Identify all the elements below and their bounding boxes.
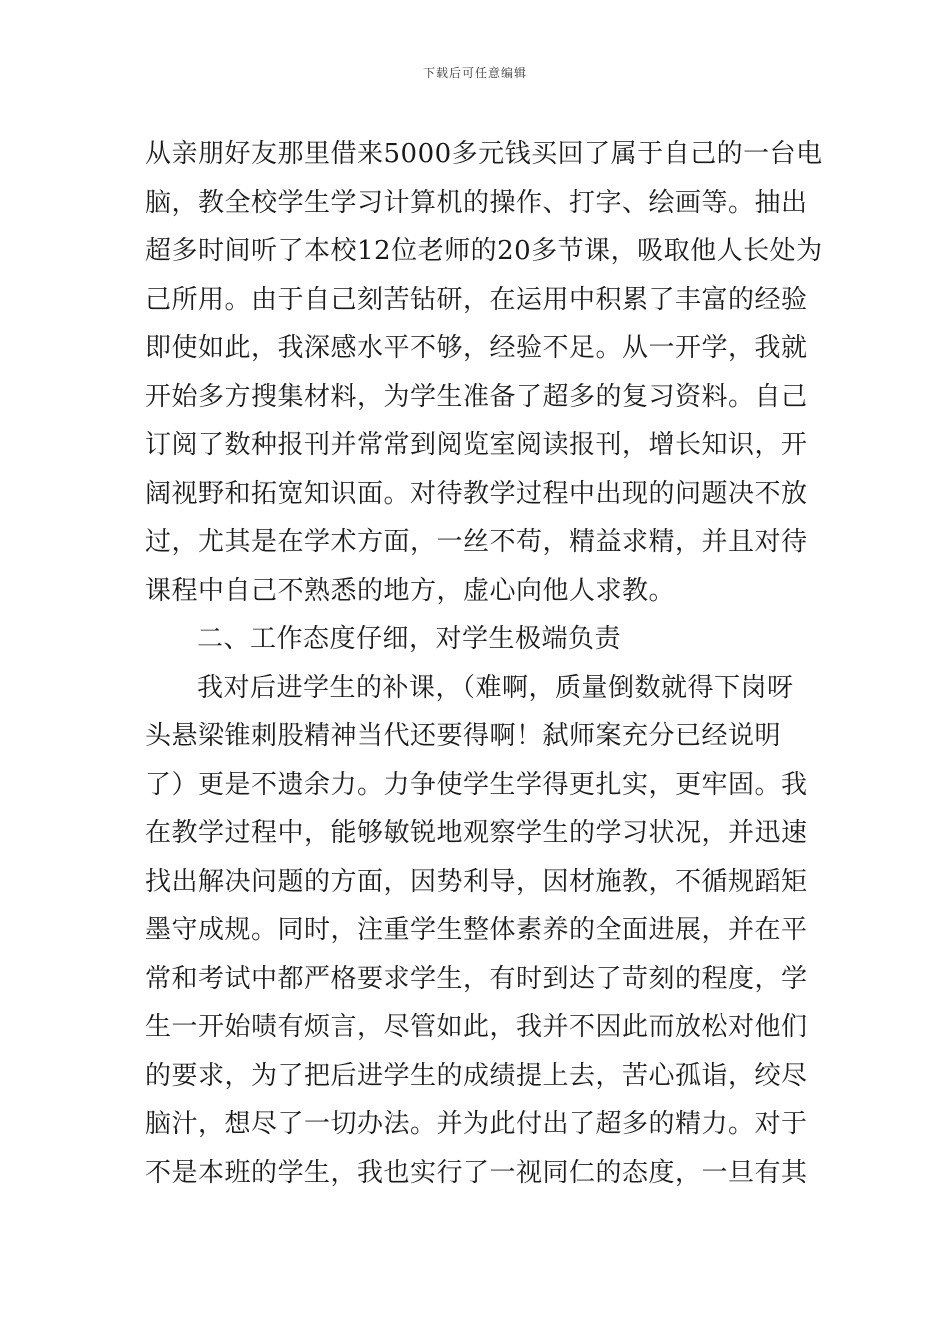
text-line: 过，尤其是在学术方面，一丝不苟，精益求精，并且对待 [145,527,808,557]
text-line: 了）更是不遗余力。力争使学生学得更扎实，更牢固。我 [145,769,808,800]
text-line: 课程中自己不熟悉的地方，虚心向他人求教。 [145,575,676,606]
text-line: 二、工作态度仔细，对学生极端负责 [197,624,622,654]
text-line: 即使如此，我深感水平不够，经验不足。从一开学，我就 [145,333,808,363]
text-line: 生一开始啧有烦言，尽管如此，我并不因此而放松对他们 [145,1012,808,1042]
text-line: 头悬梁锥刺股精神当代还要得啊！弑师案充分已经说明 [145,721,782,751]
text-line: 己所用。由于自己刻苦钻研，在运用中积累了丰富的经验 [145,284,808,315]
text-line: 墨守成规。同时，注重学生整体素养的全面进展，并在平 [145,915,808,945]
text-line: 脑汁，想尽了一切办法。并为此付出了超多的精力。对于 [145,1109,808,1139]
text-line: 在教学过程中，能够敏锐地观察学生的学习状况，并迅速 [145,818,808,848]
text-line: 阔视野和拓宽知识面。对待教学过程中出现的问题决不放 [145,478,808,509]
page-header: 下载后可任意编辑 [422,66,527,80]
text-line: 超多时间听了本校12位老师的20多节课，吸取他人长处为 [145,236,823,266]
document-body [145,130,823,1197]
text-line: 常和考试中都严格要求学生，有时到达了苛刻的程度，学 [145,963,808,994]
text-line: 订阅了数种报刊并常常到阅览室阅读报刊，增长知识，开 [145,430,808,460]
text-line: 的要求，为了把后进学生的成绩提上去，苦心孤诣，绞尽 [145,1060,808,1091]
text-line: 我对后进学生的补课，（难啊，质量倒数就得下岗呀 [197,672,794,703]
text-line: 开始多方搜集材料，为学生准备了超多的复习资料。自己 [145,381,808,412]
text-line: 从亲朋好友那里借来5000多元钱买回了属于自己的一台电 [145,139,823,169]
text-line: 找出解决问题的方面，因势利导，因材施教，不循规蹈矩 [145,866,808,897]
text-line: 不是本班的学生，我也实行了一视同仁的态度，一旦有其 [145,1157,808,1188]
text-line: 脑，教全校学生学习计算机的操作、打字、绘画等。抽出 [145,187,808,218]
